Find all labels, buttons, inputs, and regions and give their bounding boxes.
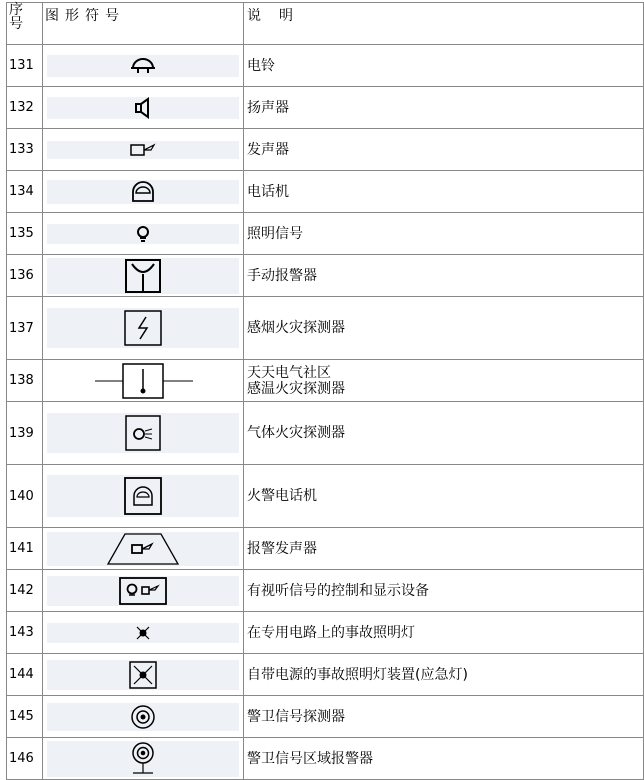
row-num: 145 bbox=[7, 696, 43, 738]
row-desc: 在专用电路上的事故照明灯 bbox=[244, 612, 644, 654]
table-row bbox=[7, 255, 644, 297]
row-symbol bbox=[43, 255, 244, 297]
row-symbol bbox=[43, 129, 244, 171]
header-num-line2: 号 bbox=[9, 16, 23, 32]
row-symbol bbox=[43, 45, 244, 87]
table-row bbox=[7, 612, 644, 654]
row-desc: 气体火灾探测器 bbox=[244, 402, 644, 465]
row-num: 139 bbox=[7, 402, 43, 465]
header-num bbox=[7, 3, 43, 45]
heat-detector-icon bbox=[43, 361, 243, 401]
row-desc: 发声器 bbox=[244, 129, 644, 171]
row-symbol bbox=[43, 171, 244, 213]
row-desc: 火警电话机 bbox=[244, 465, 644, 528]
row-desc bbox=[244, 360, 644, 402]
row-desc: 手动报警器 bbox=[244, 255, 644, 297]
guard-zone-alarm-icon bbox=[128, 741, 158, 777]
watermark-text: 天天电气社区 bbox=[247, 364, 331, 381]
table-row bbox=[7, 45, 644, 87]
table-row bbox=[7, 696, 644, 738]
row-desc: 感烟火灾探测器 bbox=[244, 297, 644, 360]
header-row bbox=[7, 3, 644, 45]
table-row bbox=[7, 360, 644, 402]
emergency-light-icon bbox=[133, 623, 153, 643]
row-num: 138 bbox=[7, 360, 43, 402]
row-num: 132 bbox=[7, 87, 43, 129]
row-symbol bbox=[43, 465, 244, 528]
row-num: 144 bbox=[7, 654, 43, 696]
row-symbol bbox=[43, 360, 244, 402]
table-row bbox=[7, 213, 644, 255]
row-desc: 警卫信号区域报警器 bbox=[244, 738, 644, 780]
row-desc: 报警发声器 bbox=[244, 528, 644, 570]
symbol-table bbox=[6, 2, 644, 780]
row-num: 146 bbox=[7, 738, 43, 780]
header-desc-label: 说明 bbox=[247, 8, 311, 24]
table-row bbox=[7, 738, 644, 780]
row-symbol bbox=[43, 570, 244, 612]
speaker-icon bbox=[131, 97, 155, 119]
row-symbol bbox=[43, 528, 244, 570]
table-row bbox=[7, 171, 644, 213]
lamp-signal-icon bbox=[133, 224, 153, 244]
row-desc-line2: 感温火灾探测器 bbox=[247, 380, 345, 397]
row-num: 136 bbox=[7, 255, 43, 297]
table-row bbox=[7, 87, 644, 129]
audiovisual-control-icon bbox=[118, 576, 168, 606]
row-symbol bbox=[43, 213, 244, 255]
row-num: 133 bbox=[7, 129, 43, 171]
table-row bbox=[7, 465, 644, 528]
table-row bbox=[7, 129, 644, 171]
row-symbol bbox=[43, 87, 244, 129]
gas-detector-icon bbox=[123, 413, 163, 453]
row-num: 131 bbox=[7, 45, 43, 87]
header-desc bbox=[244, 3, 644, 45]
table-row bbox=[7, 402, 644, 465]
row-symbol bbox=[43, 612, 244, 654]
guard-detector-icon bbox=[129, 703, 157, 731]
header-num-line1: 序 bbox=[9, 2, 23, 18]
row-desc: 电铃 bbox=[244, 45, 644, 87]
row-desc: 照明信号 bbox=[244, 213, 644, 255]
row-desc: 扬声器 bbox=[244, 87, 644, 129]
sounder-icon bbox=[128, 141, 158, 159]
smoke-detector-icon bbox=[122, 308, 164, 348]
row-num: 137 bbox=[7, 297, 43, 360]
row-num: 135 bbox=[7, 213, 43, 255]
bell-icon bbox=[128, 55, 158, 77]
header-symbol bbox=[43, 3, 244, 45]
table-row bbox=[7, 654, 644, 696]
table-row bbox=[7, 528, 644, 570]
header-symbol-label: 图形符号 bbox=[45, 8, 125, 24]
row-num: 141 bbox=[7, 528, 43, 570]
row-symbol bbox=[43, 738, 244, 780]
row-symbol bbox=[43, 654, 244, 696]
row-symbol bbox=[43, 402, 244, 465]
alarm-sounder-icon bbox=[105, 532, 181, 566]
row-num: 142 bbox=[7, 570, 43, 612]
table-row bbox=[7, 297, 644, 360]
row-symbol bbox=[43, 297, 244, 360]
manual-alarm-icon bbox=[123, 258, 163, 294]
row-num: 134 bbox=[7, 171, 43, 213]
table-row bbox=[7, 570, 644, 612]
fire-telephone-icon bbox=[122, 475, 164, 517]
row-desc: 自带电源的事故照明灯装置(应急灯) bbox=[244, 654, 644, 696]
row-desc: 有视听信号的控制和显示设备 bbox=[244, 570, 644, 612]
row-num: 140 bbox=[7, 465, 43, 528]
telephone-icon bbox=[128, 180, 158, 204]
row-desc: 电话机 bbox=[244, 171, 644, 213]
row-desc: 警卫信号探测器 bbox=[244, 696, 644, 738]
self-powered-emergency-light-icon bbox=[128, 660, 158, 690]
row-num: 143 bbox=[7, 612, 43, 654]
row-symbol bbox=[43, 696, 244, 738]
